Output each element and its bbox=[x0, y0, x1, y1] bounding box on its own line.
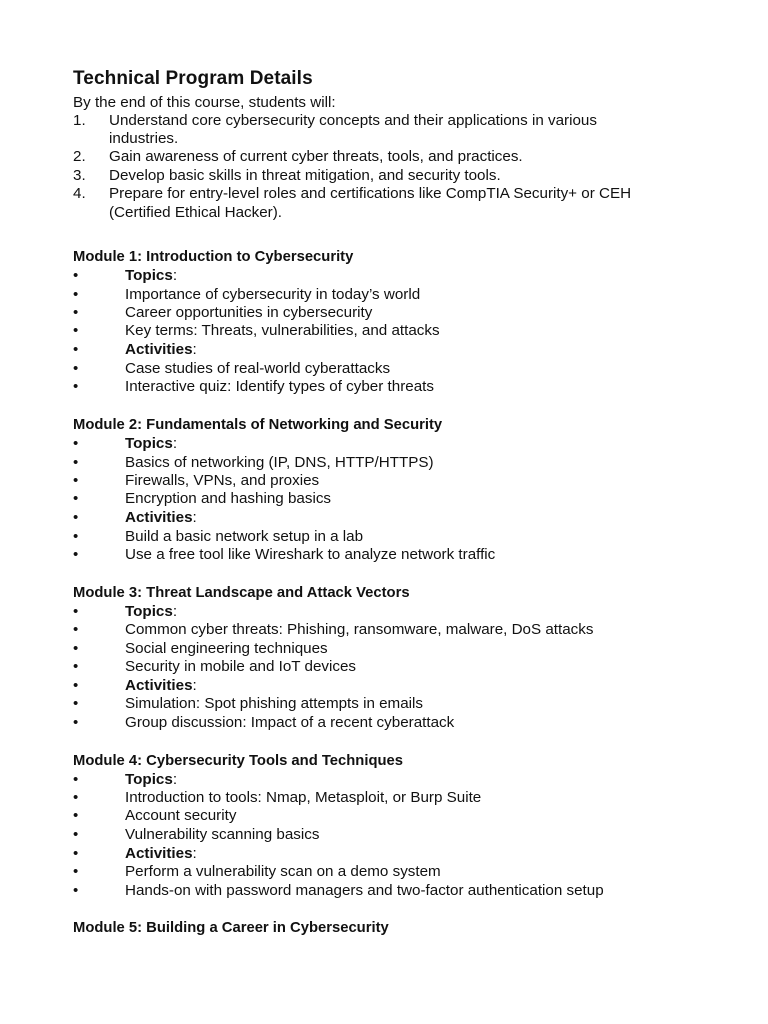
bullet-glyph: • bbox=[73, 454, 79, 471]
topics-label: Topics: bbox=[125, 771, 178, 788]
bullet-glyph: • bbox=[73, 304, 79, 321]
objective-text: Prepare for entry-level roles and certifications like CompTIA Security+ or CEH bbox=[109, 185, 632, 202]
list-item: Basics of networking (IP, DNS, HTTP/HTTPS) bbox=[125, 454, 434, 471]
bullet-glyph: • bbox=[73, 658, 79, 675]
list-item: Importance of cybersecurity in today’s world bbox=[125, 286, 421, 303]
list-item: Hands-on with password managers and two-factor authentication setup bbox=[125, 882, 604, 899]
list-item: Use a free tool like Wireshark to analyze network traffic bbox=[125, 546, 496, 563]
module-heading: Module 4: Cybersecurity Tools and Techniques bbox=[73, 753, 403, 769]
bullet-glyph: • bbox=[73, 341, 79, 358]
bullet-glyph: • bbox=[73, 528, 79, 545]
list-item: Vulnerability scanning basics bbox=[125, 826, 320, 843]
objective-text: Develop basic skills in threat mitigation, and security tools. bbox=[109, 167, 501, 184]
bullet-glyph: • bbox=[73, 621, 79, 638]
topics-label: Topics: bbox=[125, 603, 178, 620]
objective-text-continued: (Certified Ethical Hacker). bbox=[109, 204, 283, 221]
module-heading: Module 3: Threat Landscape and Attack Vectors bbox=[73, 585, 410, 601]
objective-text-continued: industries. bbox=[109, 130, 179, 147]
topics-label: Topics: bbox=[125, 267, 178, 284]
objective-number: 4. bbox=[73, 185, 86, 202]
bullet-glyph: • bbox=[73, 603, 79, 620]
bullet-glyph: • bbox=[73, 714, 79, 731]
module-heading: Module 5: Building a Career in Cybersecurity bbox=[73, 920, 389, 936]
list-item: Simulation: Spot phishing attempts in emails bbox=[125, 695, 423, 712]
topics-label: Topics: bbox=[125, 435, 178, 452]
list-item: Introduction to tools: Nmap, Metasploit, or Burp Suite bbox=[125, 789, 482, 806]
bullet-glyph: • bbox=[73, 789, 79, 806]
bullet-glyph: • bbox=[73, 435, 79, 452]
list-item: Perform a vulnerability scan on a demo system bbox=[125, 863, 441, 880]
objective-text: Understand core cybersecurity concepts and their applications in various bbox=[109, 112, 597, 129]
bullet-glyph: • bbox=[73, 546, 79, 563]
bullet-glyph: • bbox=[73, 286, 79, 303]
bullet-glyph: • bbox=[73, 863, 79, 880]
list-item: Key terms: Threats, vulnerabilities, and attacks bbox=[125, 322, 440, 339]
bullet-glyph: • bbox=[73, 490, 79, 507]
bullet-glyph: • bbox=[73, 807, 79, 824]
bullet-glyph: • bbox=[73, 472, 79, 489]
list-item: Account security bbox=[125, 807, 237, 824]
activities-label: Activities: bbox=[125, 845, 197, 862]
list-item: Security in mobile and IoT devices bbox=[125, 658, 357, 675]
bullet-glyph: • bbox=[73, 360, 79, 377]
document-title: Technical Program Details bbox=[73, 68, 313, 89]
objective-number: 2. bbox=[73, 148, 86, 165]
bullet-glyph: • bbox=[73, 267, 79, 284]
list-item: Firewalls, VPNs, and proxies bbox=[125, 472, 320, 489]
module-heading: Module 2: Fundamentals of Networking and Security bbox=[73, 417, 443, 433]
bullet-glyph: • bbox=[73, 378, 79, 395]
bullet-glyph: • bbox=[73, 509, 79, 526]
activities-label: Activities: bbox=[125, 509, 197, 526]
list-item: Social engineering techniques bbox=[125, 640, 328, 657]
list-item: Build a basic network setup in a lab bbox=[125, 528, 364, 545]
activities-label: Activities: bbox=[125, 341, 197, 358]
activities-label: Activities: bbox=[125, 677, 197, 694]
bullet-glyph: • bbox=[73, 640, 79, 657]
bullet-glyph: • bbox=[73, 826, 79, 843]
objective-number: 3. bbox=[73, 167, 86, 184]
list-item: Group discussion: Impact of a recent cyberattack bbox=[125, 714, 455, 731]
list-item: Common cyber threats: Phishing, ransomware, malware, DoS attacks bbox=[125, 621, 594, 638]
list-item: Case studies of real-world cyberattacks bbox=[125, 360, 391, 377]
bullet-glyph: • bbox=[73, 845, 79, 862]
module-heading: Module 1: Introduction to Cybersecurity bbox=[73, 249, 354, 265]
list-item: Interactive quiz: Identify types of cyber threats bbox=[125, 378, 434, 395]
list-item: Encryption and hashing basics bbox=[125, 490, 332, 507]
objective-number: 1. bbox=[73, 112, 86, 129]
intro-text: By the end of this course, students will: bbox=[73, 94, 336, 111]
bullet-glyph: • bbox=[73, 322, 79, 339]
bullet-glyph: • bbox=[73, 882, 79, 899]
bullet-glyph: • bbox=[73, 695, 79, 712]
bullet-glyph: • bbox=[73, 677, 79, 694]
objective-text: Gain awareness of current cyber threats, tools, and practices. bbox=[109, 148, 523, 165]
bullet-glyph: • bbox=[73, 771, 79, 788]
list-item: Career opportunities in cybersecurity bbox=[125, 304, 373, 321]
